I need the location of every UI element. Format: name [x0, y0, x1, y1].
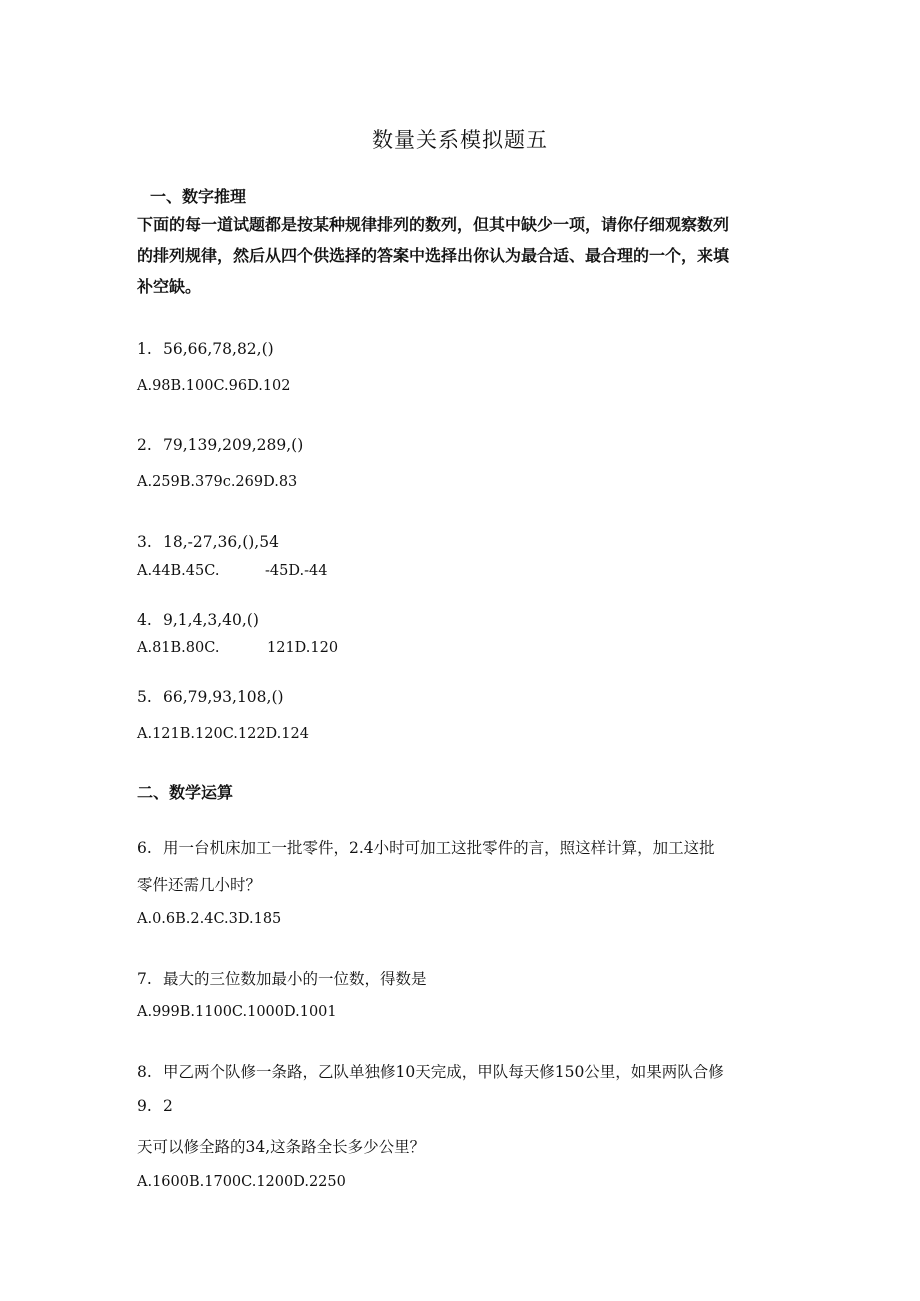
page-title: 数量关系模拟题五 [372, 128, 548, 152]
question-8-options: A.1600B.1700C.1200D.2250 [137, 1174, 346, 1190]
question-1-options: A.98B.100C.96D.102 [137, 378, 291, 394]
question-text: 甲乙两个队修一条路，乙队单独修10天完成，甲队每天修150公里，如果两队合修 [163, 1063, 724, 1081]
question-2-options: A.259B.379c.269D.83 [137, 474, 298, 490]
question-2 [137, 436, 303, 454]
intro-line: 下面的每一道试题都是按某种规律排列的数列，但其中缺少一项，请你仔细观察数列 [137, 215, 730, 234]
question-7 [137, 967, 427, 989]
section-intro [137, 209, 787, 302]
question-text: 66,79,93,108,() [163, 688, 284, 706]
question-number: 3. [137, 533, 152, 551]
section-heading-number-reasoning: 一、数字推理 [150, 187, 247, 206]
question-4-options-a: A.81B.80C. [137, 640, 220, 656]
question-text: 79,139,209,289,() [163, 436, 304, 454]
question-5-options: A.121B.120C.122D.124 [137, 726, 309, 742]
question-8-line-3: 天可以修全路的34,这条路全长多少公里？ [137, 1138, 426, 1156]
question-7-options: A.999B.1100C.1000D.1001 [137, 1004, 337, 1020]
question-text: 2 [163, 1097, 173, 1115]
question-6 [137, 836, 715, 858]
question-6-line-2: 零件还需几小时？ [137, 876, 262, 894]
question-4-options-b: 121D.120 [267, 640, 339, 656]
question-text: 最大的三位数加最小的一位数，得数是 [163, 970, 427, 988]
question-1 [137, 340, 274, 358]
question-number: 2. [137, 436, 152, 454]
question-3-options-a: A.44B.45C. [137, 563, 220, 579]
question-text: 用一台机床加工一批零件，2.4小时可加工这批零件的言，照这样计算，加工这批 [163, 839, 715, 857]
question-6-options: A.0.6B.2.4C.3D.185 [137, 911, 282, 927]
question-text: 56,66,78,82,() [163, 340, 274, 358]
question-number: 4. [137, 611, 152, 629]
section-heading-math: 二、数学运算 [137, 783, 234, 802]
question-number: 5. [137, 688, 152, 706]
question-number: 1. [137, 340, 152, 358]
question-number: 9. [137, 1097, 152, 1115]
question-3 [137, 533, 279, 551]
intro-line: 的排列规律，然后从四个供选择的答案中选择出你认为最合适、最合理的一个，来填 [137, 246, 730, 265]
question-number: 7. [137, 970, 152, 988]
question-8 [137, 1060, 724, 1082]
intro-line: 补空缺。 [137, 277, 202, 296]
question-8-line-2 [137, 1097, 173, 1115]
question-number: 8. [137, 1063, 152, 1081]
question-3-options-b: -45D.-44 [265, 563, 328, 579]
question-text: 18,-27,36,(),54 [163, 533, 279, 551]
question-5 [137, 688, 284, 706]
question-4 [137, 611, 259, 629]
question-number: 6. [137, 839, 152, 857]
question-text: 9,1,4,3,40,() [163, 611, 259, 629]
